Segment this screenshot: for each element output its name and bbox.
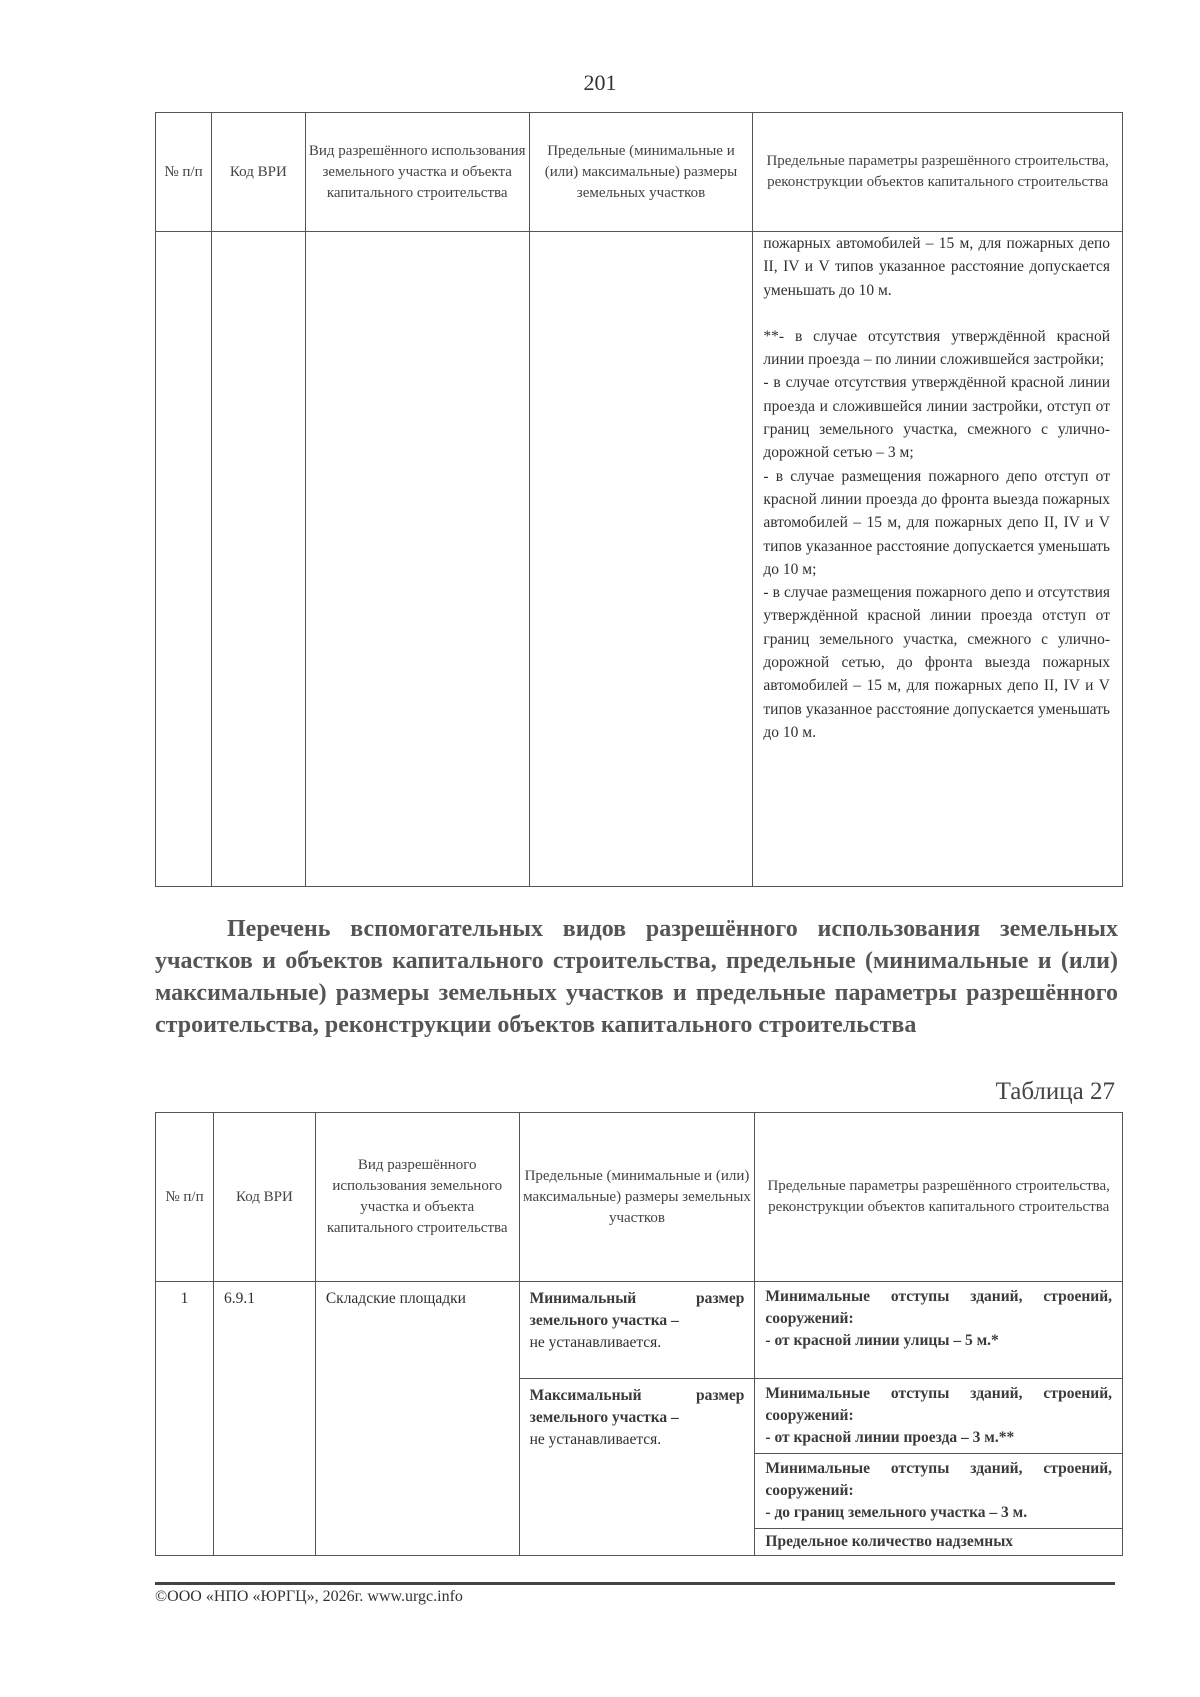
section-heading bbox=[155, 913, 1118, 1041]
cell-num bbox=[156, 232, 212, 887]
min-size-title: Минимальный размер земельного участка – bbox=[529, 1290, 745, 1329]
param-title: Минимальные отступы зданий, строений, сооружений: bbox=[765, 1385, 1112, 1424]
header-code: Код ВРИ bbox=[213, 1113, 315, 1282]
cell-params bbox=[753, 232, 1123, 887]
header-code: Код ВРИ bbox=[211, 113, 305, 232]
table-row bbox=[156, 1282, 1123, 1379]
row-num: 1 bbox=[156, 1282, 214, 1556]
param-value: - от красной линии улицы – 5 м.* bbox=[765, 1332, 999, 1349]
max-size-cell bbox=[519, 1379, 755, 1556]
continuation-paragraph: пожарных автомобилей – 15 м, для пожарных депо II, IV и V типов указанное расстояние допускается уменьшать до 10 м. bbox=[763, 235, 1110, 299]
min-size-value: не устанавливается. bbox=[529, 1334, 662, 1351]
table-continuation bbox=[155, 112, 1123, 887]
header-params: Предельные параметры разрешённого строительства, реконструкции объектов капитального строительства bbox=[755, 1113, 1123, 1282]
table-header-row bbox=[156, 113, 1123, 232]
param-cell bbox=[755, 1379, 1123, 1454]
param-value: - от красной линии проезда – 3 м.** bbox=[765, 1429, 1015, 1446]
section-heading-text: Перечень вспомогательных видов разрешённого использования земельных участков и объектов капитального строительства, предельные (минимальные и (или) максимальные) размеры земельных участков и предельные параметры разрешённого строительства, реконструкции объектов капитального строительства bbox=[155, 916, 1118, 1038]
continuation-paragraph: - в случае отсутствия утверждённой красной линии проезда и сложившейся линии застройки, отступ от границ земельного участка, смежного с улично-дорожной сетью – 3 м; bbox=[763, 374, 1110, 462]
row-code: 6.9.1 bbox=[213, 1282, 315, 1556]
table-label: Таблица 27 bbox=[995, 1078, 1115, 1105]
param-cell bbox=[755, 1282, 1123, 1379]
param-value: - до границ земельного участка – 3 м. bbox=[765, 1504, 1028, 1521]
continuation-paragraph: - в случае размещения пожарного депо и отсутствия утверждённой красной линии проезда отступ от границ земельного участка, смежного с улично-дорожной сетью, до фронта выезда пожарных автомобилей – 15 м, для пожарных депо II, IV и V типов указанное расстояние допускается уменьшать до 10 м. bbox=[763, 584, 1110, 741]
header-num: № п/п bbox=[156, 113, 212, 232]
table-row bbox=[156, 232, 1123, 887]
footer-divider bbox=[155, 1582, 1115, 1585]
max-size-title: Максимальный размер земельного участка – bbox=[529, 1387, 745, 1426]
table-27 bbox=[155, 1112, 1123, 1556]
header-type: Вид разрешённого использования земельного участка и объекта капитального строительства bbox=[315, 1113, 519, 1282]
footer-copyright: ©ООО «НПО «ЮРГЦ», 2026г. www.urgc.info bbox=[155, 1588, 463, 1605]
min-size-cell bbox=[519, 1282, 755, 1379]
continuation-paragraph: - в случае размещения пожарного депо отступ от красной линии проезда до фронта выезда пожарных автомобилей – 15 м, для пожарных депо II, IV и V типов указанное расстояние допускается уменьшать до 10 м; bbox=[763, 467, 1110, 578]
header-type: Вид разрешённого использования земельного участка и объекта капитального строительства bbox=[305, 113, 529, 232]
header-sizes: Предельные (минимальные и (или) максимальные) размеры земельных участков bbox=[519, 1113, 755, 1282]
cell-type bbox=[305, 232, 529, 887]
header-num: № п/п bbox=[156, 1113, 214, 1282]
param-cell bbox=[755, 1529, 1123, 1556]
param-cell bbox=[755, 1454, 1123, 1529]
param-title: Минимальные отступы зданий, строений, сооружений: bbox=[765, 1460, 1112, 1499]
row-type: Складские площадки bbox=[315, 1282, 519, 1556]
table-header-row bbox=[156, 1113, 1123, 1282]
header-params: Предельные параметры разрешённого строительства, реконструкции объектов капитального строительства bbox=[753, 113, 1123, 232]
cell-code bbox=[211, 232, 305, 887]
param-title: Предельное количество надземных bbox=[765, 1533, 1014, 1550]
max-size-value: не устанавливается. bbox=[529, 1431, 662, 1448]
header-sizes: Предельные (минимальные и (или) максимальные) размеры земельных участков bbox=[529, 113, 753, 232]
page-number: 201 bbox=[583, 70, 617, 95]
continuation-paragraph: **- в случае отсутствия утверждённой красной линии проезда – по линии сложившейся застройки; bbox=[763, 327, 1110, 369]
param-title: Минимальные отступы зданий, строений, сооружений: bbox=[765, 1288, 1112, 1327]
cell-sizes bbox=[529, 232, 753, 887]
